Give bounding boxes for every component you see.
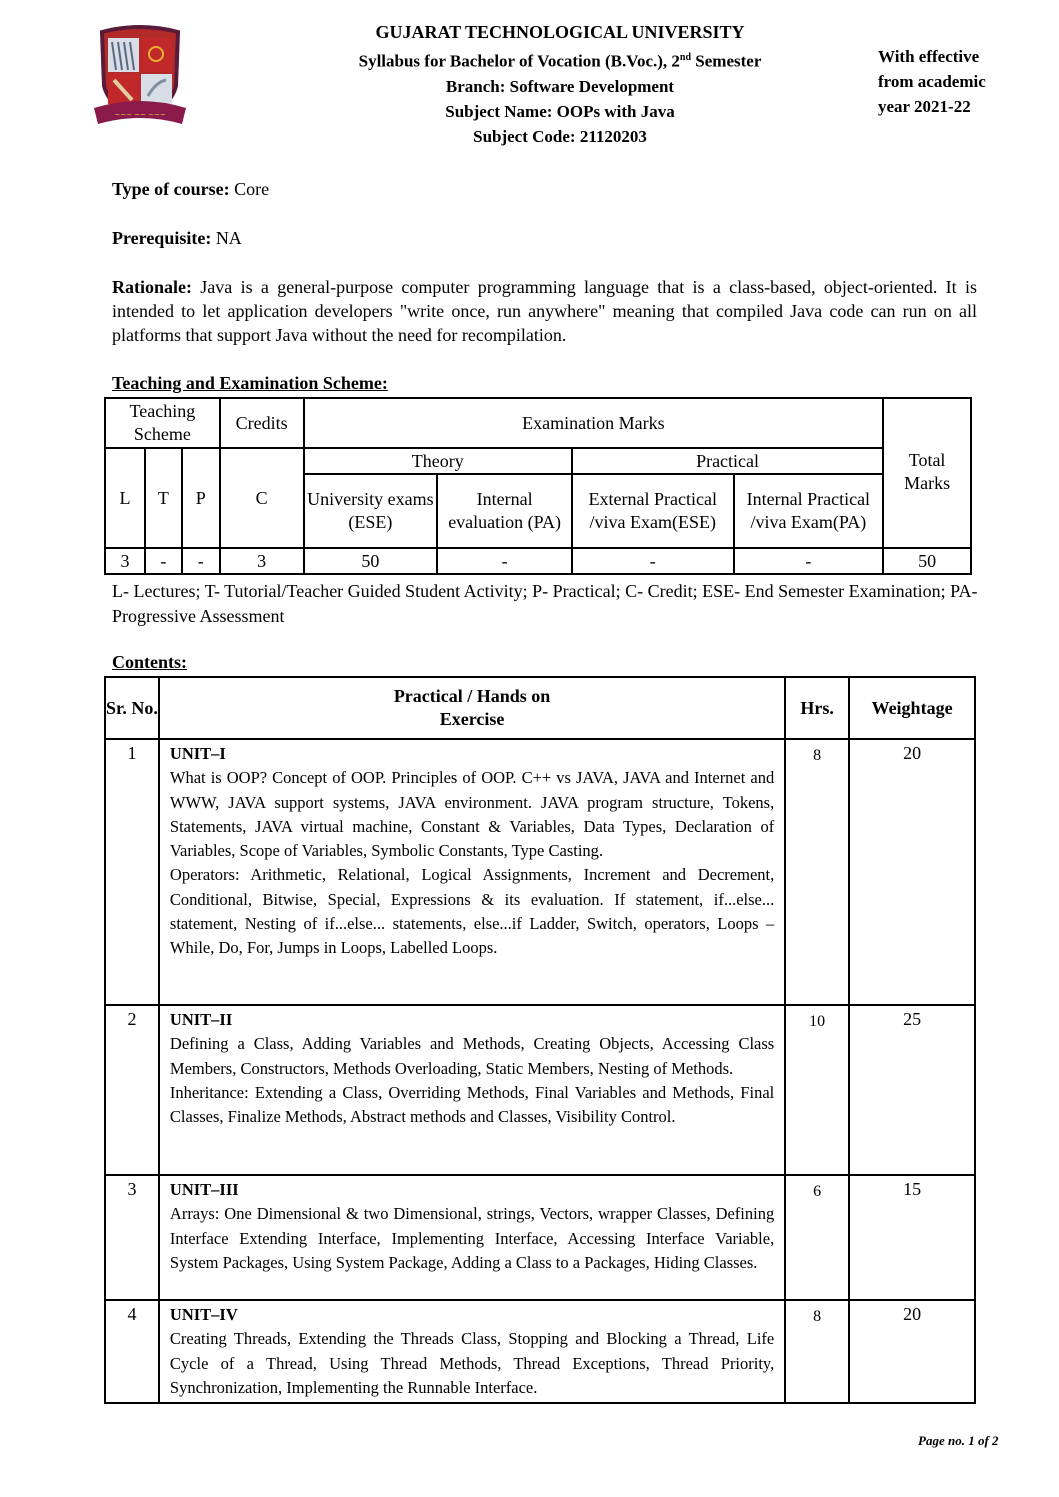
- prerequisite: Prerequisite: NA: [112, 228, 242, 248]
- gtu-crest-logo-icon: [90, 24, 190, 134]
- exercise-header: Practical / Hands on Exercise: [159, 677, 785, 739]
- weightage-header: Weightage: [849, 677, 975, 739]
- total-marks-header: Total Marks: [883, 398, 971, 548]
- table-row: 2 UNIT–II Defining a Class, Adding Variables and Methods, Creating Objects, Accessing Class Members, Constructors, Methods Overloading, Static Members, Nesting of Methods. Inheritance: Extending a Class, Overriding Methods, Final Variables and Methods, Final Classes, Finalize Methods, Abstract methods and Classes, Visibility Control. 10 25: [105, 1005, 975, 1175]
- subject-code-line: Subject Code: 21120203: [473, 126, 647, 146]
- l-header: L: [105, 448, 145, 548]
- contents-title: Contents:: [112, 652, 187, 672]
- table-row: 1 UNIT–I What is OOP? Concept of OOP. Principles of OOP. C++ vs JAVA, JAVA and Internet and WWW, JAVA support systems, JAVA environment. JAVA program structure, Tokens, Statements, JAVA virtual machine, Constant & Variables, Data Types, Declaration of Variables, Scope of Variables, Symbolic Constants, Type Casting. Operators: Arithmetic, Relational, Logical Assignments, Increment and Decrement, Conditional, Bitwise, Special, Expressions & its evaluation. If statement, if...else... statement, Nesting of if...else... statements, else...if Ladder, Switch, operators, Loops –While, Do, For, Jumps in Loops, Labelled Loops. 8 20: [105, 739, 975, 1005]
- table-row: 3 UNIT–III Arrays: One Dimensional & two Dimensional, strings, Vectors, wrapper Classes, Defining Interface Extending Interface, Implementing Interface, Accessing Interface Variable, System Packages, Using System Package, Adding a Class to a Packages, Hiding Classes. 6 15: [105, 1175, 975, 1300]
- theory-header: Theory: [304, 448, 572, 474]
- document-header: [280, 20, 840, 149]
- sr-no-header: Sr. No.: [105, 677, 159, 739]
- teaching-scheme-header: Teaching Scheme: [105, 398, 220, 448]
- effective-date-note: With effective from academic year 2021-22: [878, 47, 986, 116]
- type-of-course: Type of course: Core: [112, 179, 270, 199]
- svg-text:~~~ ~~ ~~~: ~~~ ~~ ~~~: [114, 111, 166, 119]
- university-exams-header: University exams (ESE): [304, 474, 438, 548]
- table-row: 4 UNIT–IV Creating Threads, Extending the Threads Class, Stopping and Blocking a Thread, Life Cycle of a Thread, Using Thread Methods, Thread Exceptions, Thread Priority, Synchronization, Implementing the Runnable Interface. 8 20: [105, 1300, 975, 1403]
- contents-table: [104, 676, 976, 1404]
- hrs-header: Hrs.: [785, 677, 849, 739]
- scheme-values-row: 3 - - 3 50 - - - 50: [105, 548, 971, 574]
- page-number: Page no. 1 of 2: [918, 1433, 999, 1448]
- exam-marks-header: Examination Marks: [304, 398, 884, 448]
- internal-practical-header: Internal Practical /viva Exam(PA): [734, 474, 884, 548]
- p-header: P: [182, 448, 220, 548]
- internal-evaluation-header: Internal evaluation (PA): [437, 474, 572, 548]
- rationale: Rationale: Java is a general-purpose computer programming language that is a class-based, object-oriented. It is intended to let application developers "write once, run anywhere" meaning that compiled Java code can run on all platforms that support Java without the need for recompilation.: [112, 277, 977, 345]
- external-practical-header: External Practical /viva Exam(ESE): [572, 474, 734, 548]
- scheme-legend: L- Lectures; T- Tutorial/Teacher Guided Student Activity; P- Practical; C- Credit; ESE- End Semester Examination; PA- Progressive Assessment: [112, 581, 978, 626]
- subject-name-line: Subject Name: OOPs with Java: [445, 101, 675, 121]
- university-name: GUJARAT TECHNOLOGICAL UNIVERSITY: [375, 22, 745, 42]
- c-header: C: [220, 448, 304, 548]
- syllabus-line: Syllabus for Bachelor of Vocation (B.Voc.), 2nd Semester: [358, 51, 762, 71]
- practical-header: Practical: [572, 448, 883, 474]
- t-header: T: [145, 448, 182, 548]
- teaching-examination-scheme-table: [104, 397, 972, 575]
- branch-line: Branch: Software Development: [445, 76, 675, 96]
- credits-header: Credits: [220, 398, 304, 448]
- scheme-title: Teaching and Examination Scheme:: [112, 373, 388, 393]
